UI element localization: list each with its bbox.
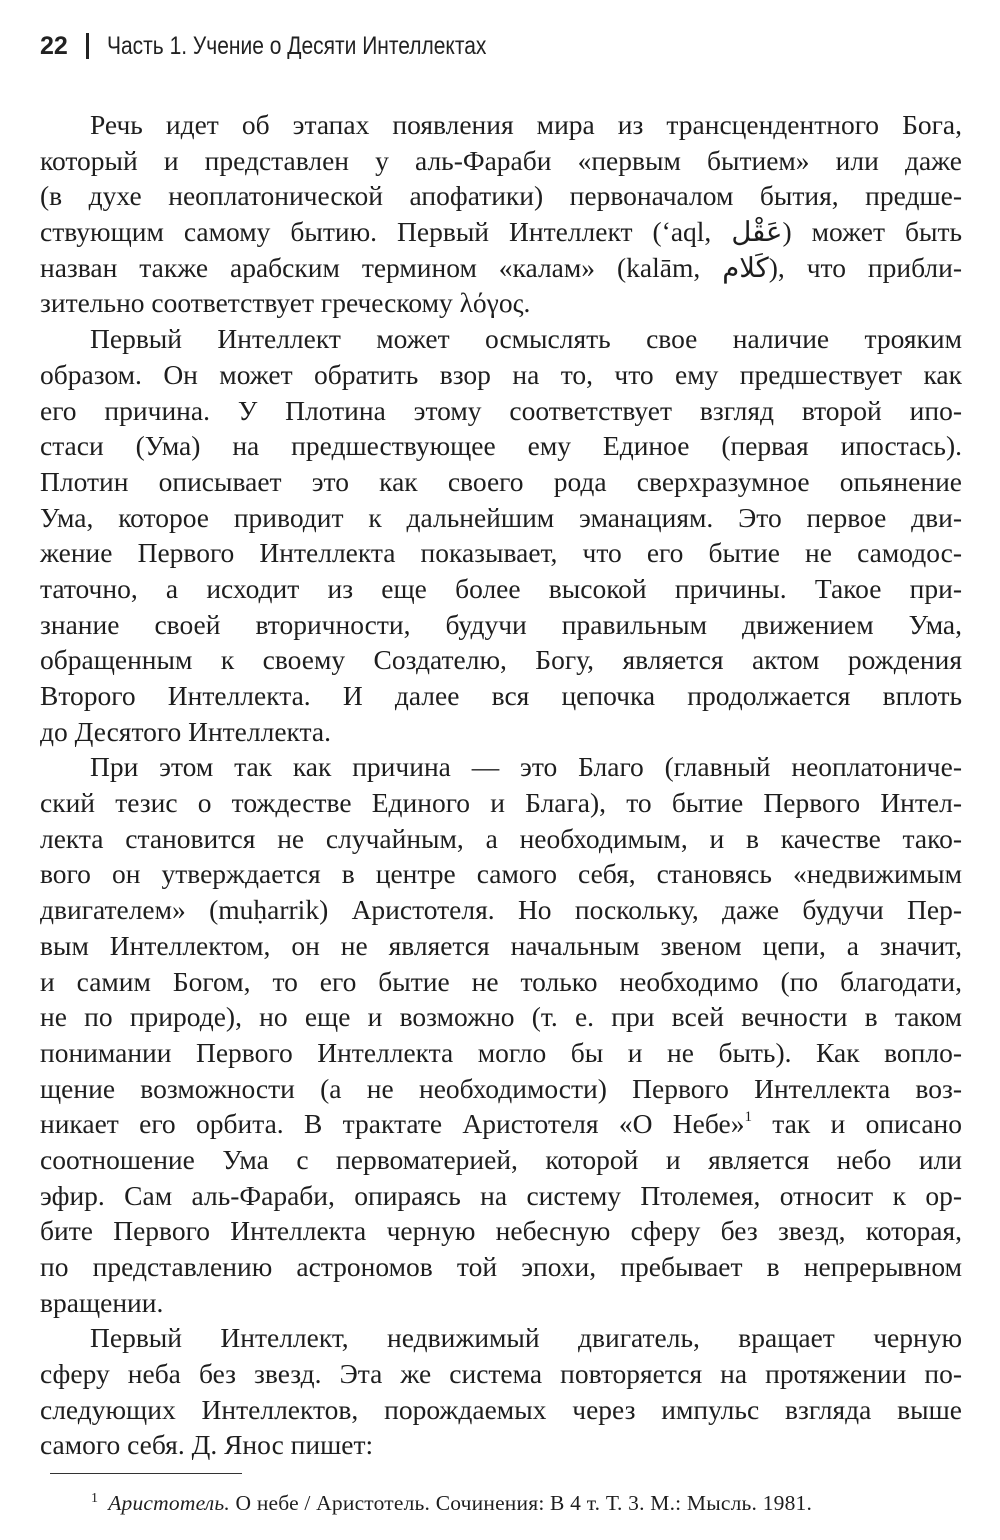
text-line: Ума, которое приводит к дальнейшим эманациям. Это первое дви- xyxy=(40,501,962,533)
text-line: назван также арабским термином «калам» (kalām, كَلام), что прибли- xyxy=(40,251,963,283)
text-line: стаси (Ума) на предшествующее ему Единое (первая ипостась). xyxy=(40,430,962,462)
text-line: зительно соответствует греческому λόγος. xyxy=(40,287,531,319)
text-line: ский тезис о тождестве Единого и Блага), то бытие Первого Интел- xyxy=(40,787,962,819)
text-line: сферу неба без звезд. Эта же система повторяется на протяжении по- xyxy=(40,1358,962,1390)
text-line-part: никает его орбита. В трактате Аристотеля «О Небе» xyxy=(40,1108,745,1140)
header-separator xyxy=(86,33,89,59)
text-line: двигателем» (muḥarrik) Аристотеля. Но поскольку, даже будучи Пер- xyxy=(40,894,962,926)
text-line: понимании Первого Интеллекта могло бы и не быть). Как вопло- xyxy=(40,1036,962,1068)
text-line: по представлению астрономов той эпохи, пребывает в непрерывном xyxy=(40,1251,962,1282)
text-line: соотношение Ума с первоматерией, которой и является небо или xyxy=(40,1143,962,1175)
footnote xyxy=(91,1484,812,1518)
text-line: обращенным к своему Создателю, Богу, является актом рождения xyxy=(40,644,962,676)
text-line-part: так и описано xyxy=(751,1108,962,1140)
text-line: знание своей вторичности, будучи правильным движением Ума, xyxy=(40,608,962,640)
text-line: и самим Богом, то его бытие не только необходимо (по благодати, xyxy=(40,965,962,997)
body-text xyxy=(40,107,962,1463)
paragraph-2 xyxy=(40,321,962,749)
text-line: не по природе), но еще и возможно (т. е. при всей вечности в таком xyxy=(40,1001,962,1033)
footnote-text: О небе / Аристотель. Сочинения: В 4 т. Т. 3. М.: Мысль. 1981. xyxy=(229,1491,813,1515)
paragraph-4 xyxy=(40,1320,962,1463)
page-number: 22 xyxy=(40,31,68,60)
text-line: вого он утверждается в центре самого себя, становясь «недвижимым xyxy=(40,858,962,890)
text-line: ствующим самому бытию. Первый Интеллект (‘aql, عَقْل) может быть xyxy=(40,216,962,248)
text-line: Первый Интеллект может осмыслять свое наличие трояким xyxy=(90,323,962,355)
text-line-with-footnote xyxy=(40,1106,962,1142)
text-line: который и представлен у аль-Фараби «первым бытием» или даже xyxy=(40,144,962,176)
text-line: эфир. Сам аль-Фараби, опираясь на систему Птолемея, относит к ор- xyxy=(40,1179,962,1211)
text-line: Речь идет об этапах появления мира из трансцендентного Бога, xyxy=(90,109,962,140)
paragraph-3 xyxy=(40,749,962,1320)
text-line: его причина. У Плотина этому соответствует взгляд второй ипо- xyxy=(40,394,962,426)
footnote-author: Аристотель. xyxy=(108,1491,230,1515)
text-line: образом. Он может обратить взор на то, что ему предшествует как xyxy=(40,358,962,390)
text-line: жение Первого Интеллекта показывает, что его бытие не самодос- xyxy=(40,537,962,569)
text-line: таточно, а исходит из еще более высокой причины. Такое при- xyxy=(40,572,962,604)
text-line: Второго Интеллекта. И далее вся цепочка продолжается вплоть xyxy=(40,680,962,711)
running-title: Часть 1. Учение о Десяти Интеллектах xyxy=(106,31,487,60)
text-line: бите Первого Интеллекта черную небесную сферу без звезд, которая, xyxy=(40,1215,962,1247)
text-line: щение возможности (а не необходимости) Первого Интеллекта воз- xyxy=(40,1072,962,1104)
running-header xyxy=(40,29,559,63)
text-line: Плотин описывает это как своего рода сверхразумное опьянение xyxy=(40,465,962,497)
text-line: При этом так как причина — это Благо (главный неоплатониче- xyxy=(90,751,962,783)
text-line: лекта становится не случайным, а необходимым, и в качестве тако- xyxy=(40,822,962,854)
text-line: вым Интеллектом, он не является начальным звеном цепи, а значит, xyxy=(40,929,962,961)
text-line: самого себя. Д. Янос пишет: xyxy=(40,1429,374,1461)
text-line: до Десятого Интеллекта. xyxy=(40,715,331,747)
paragraph-1 xyxy=(40,107,962,321)
footnote-marker: 1 xyxy=(91,1491,99,1506)
footnote-divider xyxy=(50,1473,242,1474)
text-line: (в духе неоплатонической апофатики) первоначалом бытия, предше- xyxy=(40,180,962,212)
text-line: Первый Интеллект, недвижимый двигатель, вращает черную xyxy=(90,1322,962,1354)
text-line: вращении. xyxy=(40,1286,164,1318)
footnote-reference[interactable]: 1 xyxy=(744,1109,752,1126)
text-line: следующих Интеллектов, порождаемых через импульс взгляда выше xyxy=(40,1393,962,1425)
